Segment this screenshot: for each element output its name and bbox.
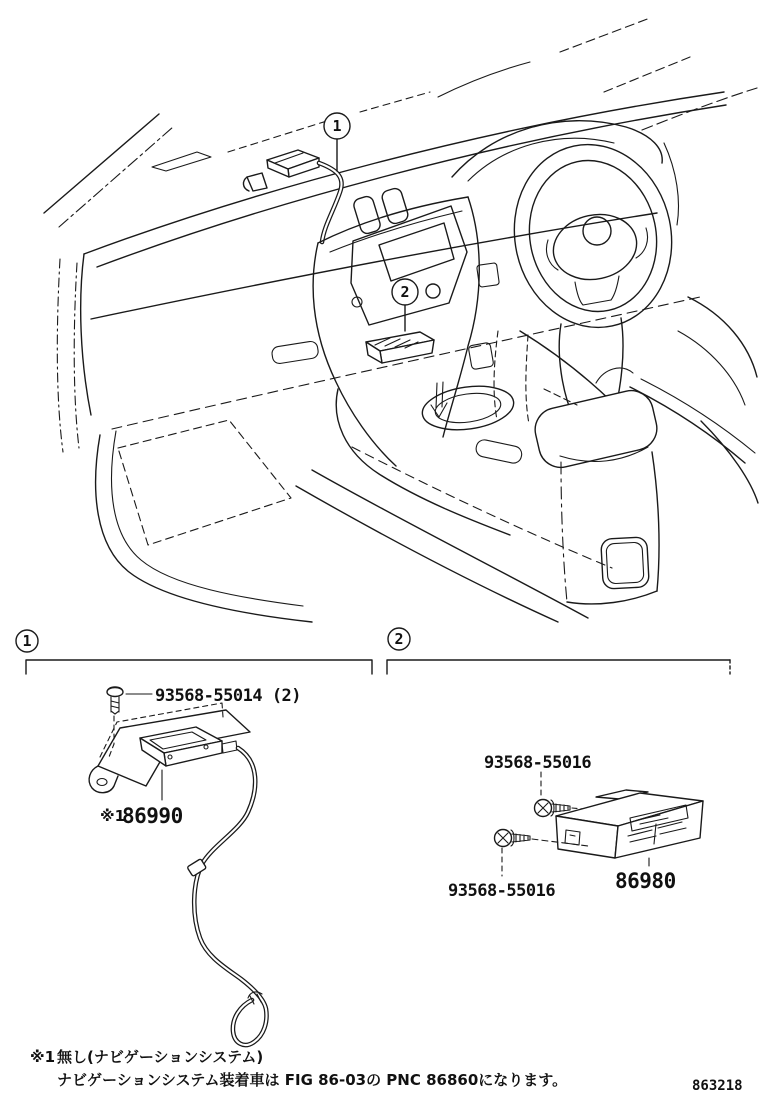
footnote-1-marker: ※1 [30,1048,56,1066]
windshield-lines [44,18,757,267]
section-2-header [387,628,730,674]
callout-1 [324,113,350,171]
callout-2 [392,279,418,331]
console-armrest [531,368,755,604]
center-console [296,331,612,622]
footnote-1-text: 無し(ナビゲーションシステム) [57,1048,264,1066]
door-right [664,143,758,503]
antenna-cable [187,748,266,1045]
antenna-assembly [89,703,250,793]
instrument-hood [452,121,662,181]
callout-1-number: 1 [332,117,342,135]
part-label-93568-55014: 93568-55014 (2) [155,686,302,706]
section-2 [387,628,730,901]
receiver-unit-86980 [556,790,703,858]
part-prefix-86990: ※1 [100,807,126,825]
part-label-86990: 86990 [122,804,183,828]
part-label-86980: 86980 [615,869,676,893]
section-1-header [16,630,372,674]
part-label-93568-55016-lower: 93568-55016 [448,881,556,901]
center-stack [313,187,479,466]
figure-code: 863218 [692,1078,743,1094]
footnotes [30,1048,743,1094]
section-1 [16,630,372,1045]
part-label-93568-55016-upper: 93568-55016 [484,753,592,773]
dashboard-illustration [44,18,758,622]
screw-lower-icon [495,830,531,847]
steering-wheel [498,130,689,427]
screw-icon-s1 [107,687,123,714]
section-1-number: 1 [22,632,32,650]
footnote-2-text: ナビゲーションシステム装着車は FIG 86-03の PNC 86860になります。 [57,1071,568,1089]
seat-and-floor [96,263,529,622]
section-2-number: 2 [394,630,404,648]
callout-2-number: 2 [400,283,410,301]
